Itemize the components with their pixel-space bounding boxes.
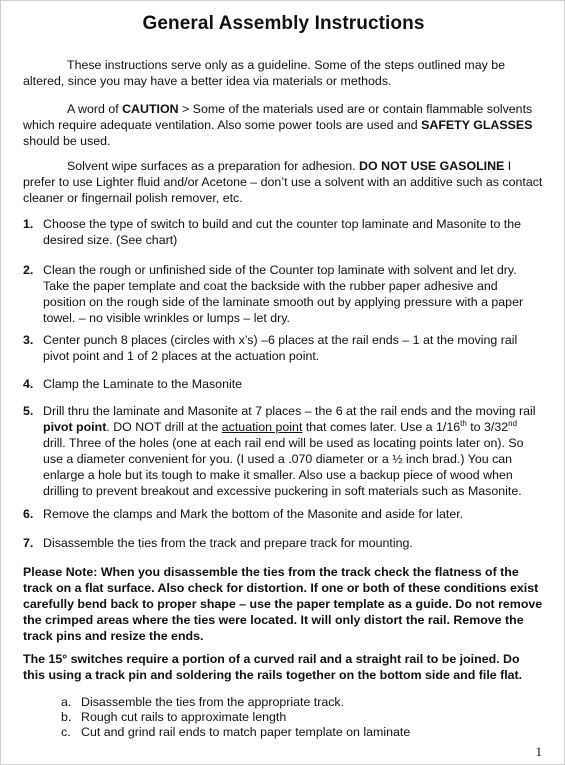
solvent-suffix: I prefer to use Lighter fluid and/or Acetone – don’t use a solvent with an additive such as contact cleaner or fingernail polish remover, etc. — [23, 159, 543, 205]
step-text: Choose the type of switch to build and cut the counter top laminate and Masonite to the desired size. (See chart) — [43, 217, 522, 247]
substep-text: Cut and grind rail ends to match paper template on laminate — [81, 725, 411, 739]
step-number: 7. — [23, 536, 34, 550]
step-text: Center punch 8 places (circles with x’s) –6 places at the rail ends – 1 at the moving rail pivot point and 1 of 2 places at the actuation point. — [43, 333, 518, 363]
intro-paragraph-caution — [23, 101, 543, 149]
caution-suffix: should be used. — [23, 134, 111, 148]
step5-text-d: to 3/32 — [466, 420, 509, 434]
step-number: 1. — [23, 217, 34, 231]
step-text: Remove the clamps and Mark the bottom of the Masonite and aside for later. — [43, 507, 464, 521]
step5-text-e: drill. Three of the holes (one at each rail end will be used as locating points later on). So use a diameter convenient for you. (I used a .070 diameter or a ½ inch brad.) You can enlarge a hole but its tough to make it smaller. Also use a backup piece of wood when drilling to prevent breakout and excessive puckering in soft materials such as Masonite. — [43, 436, 524, 498]
switches-paragraph: The 15° switches require a portion of a curved rail and a straight rail to be joined. Do this using a track pin and soldering the rails together on the bottom side and file flat. — [23, 652, 523, 682]
step-2 — [23, 262, 543, 326]
step-text: Disassemble the ties from the track and prepare track for mounting. — [43, 536, 413, 550]
step-number: 5. — [23, 404, 34, 418]
pivot-point-label: pivot point — [43, 420, 107, 434]
safety-glasses-label: SAFETY GLASSES — [421, 118, 533, 132]
step-7 — [23, 535, 543, 551]
step-4 — [23, 376, 543, 392]
caution-label: CAUTION — [122, 102, 179, 116]
step5-text-a: Drill thru the laminate and Masonite at 7 places – the 6 at the rail ends and the moving rail — [43, 404, 536, 418]
page-number: 1 — [535, 744, 542, 759]
step-6 — [23, 506, 543, 522]
intro-paragraph-guideline — [23, 57, 543, 89]
step-number: 4. — [23, 377, 34, 391]
substep-text: Disassemble the ties from the appropriate track. — [81, 695, 345, 709]
step-text: Clamp the Laminate to the Masonite — [43, 377, 243, 391]
step5-text-c: that comes later. Use a 1/16 — [302, 420, 461, 434]
step-3 — [23, 332, 543, 364]
caution-prefix: A word of — [67, 102, 123, 116]
superscript-nd: nd — [508, 418, 518, 428]
substep-text: Rough cut rails to approximate length — [81, 710, 287, 724]
no-gasoline-warning: DO NOT USE GASOLINE — [359, 159, 505, 173]
step5-text-b: . DO NOT drill at the — [106, 420, 222, 434]
actuation-point-label: actuation point — [221, 420, 303, 434]
step-5 — [23, 403, 543, 499]
superscript-th: th — [460, 418, 467, 428]
step-text — [43, 403, 543, 499]
substep-b — [61, 710, 521, 725]
intro-text-guideline: These instructions serve only as a guideline. Some of the steps outlined may be altered, since you may have a better idea via materials or methods. — [23, 58, 506, 88]
caution-text: > Some of the materials used are or contain flammable solvents which require adequate ventilation. Also some power tools are used and — [23, 102, 533, 132]
solvent-prefix: Solvent wipe surfaces as a preparation for adhesion. — [67, 159, 360, 173]
step-number: 6. — [23, 507, 34, 521]
step-1 — [23, 216, 543, 248]
page-title: General Assembly Instructions — [142, 13, 425, 34]
substep-letter: b. — [61, 710, 72, 724]
substep-a — [61, 695, 521, 710]
step-number: 3. — [23, 333, 34, 347]
substep-letter: a. — [61, 695, 72, 709]
substep-letter: c. — [61, 725, 71, 739]
please-note-paragraph: Please Note: When you disassemble the ties from the track check the flatness of the track on a flat surface. Also check for distortion. If one or both of these conditions exist carefully bend back to proper shape – use the paper template as a guide. Do not remove the crimped areas where the ties were located. It will only distort the rail. Remove the track pins and resize the ends. — [23, 565, 543, 643]
intro-paragraph-solvent — [23, 158, 543, 206]
step-number: 2. — [23, 263, 34, 277]
substep-c — [61, 725, 521, 740]
step-text: Clean the rough or unfinished side of the Counter top laminate with solvent and let dry. Take the paper template and coat the backside with the rubber paper adhesive and position on the rough side of the laminate smooth out by applying pressure with a paper towel. – no visible wrinkles or lumps – let dry. — [43, 263, 524, 325]
